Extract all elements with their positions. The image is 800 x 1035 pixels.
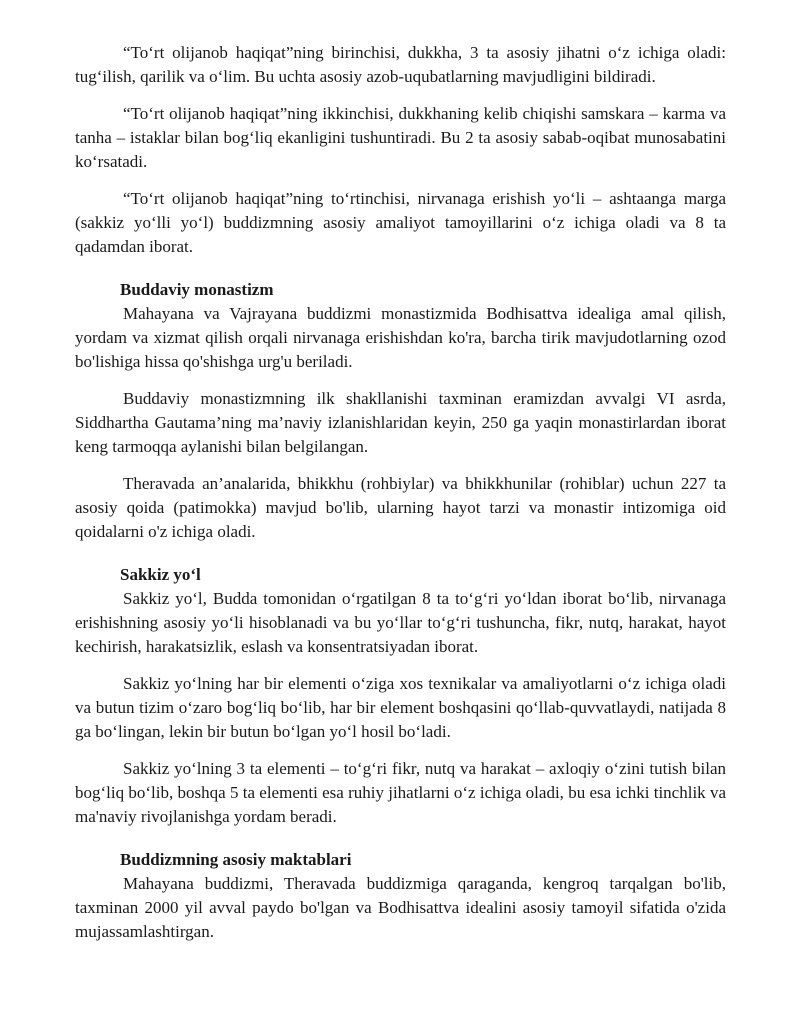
paragraph-monastic-1: Mahayana va Vajrayana buddizmi monastizmida Bodhisattva idealiga amal qilish, yordam va xizmat qilish orqali nirvanaga erishishdan ko'ra, barcha tirik mavjudotlarning ozod bo'lishiga hissa qo'shishga urg'u beriladi. — [75, 304, 726, 371]
paragraph-schools-1: Mahayana buddizmi, Theravada buddizmiga qaraganda, kengroq tarqalgan bo'lib, taxminan 2000 yil avval paydo bo'lgan va Bodhisattva idealini asosiy tamoyil sifatida o'zida mujassamlashtirgan. — [75, 874, 726, 941]
paragraph-eightfold-1: Sakkiz yo‘l, Budda tomonidan o‘rgatilgan 8 ta to‘g‘ri yo‘ldan iborat bo‘lib, nirvanaga erishishning asosiy yo‘li hisoblanadi va bu yo‘llar to‘g‘ri tushuncha, fikr, nutq, harakat, hayot kechirish, harakatsizlik, eslash va konsentratsiyadan iborat. — [75, 589, 726, 656]
paragraph-monastic-3: Theravada an’analarida, bhikkhu (rohbiylar) va bhikkhunilar (rohiblar) uchun 227 ta asosiy qoida (patimokka) mavjud bo'lib, ularning hayot tarzi va monastir intizomiga oid qoidalarni o'z ichiga oladi. — [75, 474, 726, 541]
paragraph-eightfold-3: Sakkiz yo‘lning 3 ta elementi – to‘g‘ri fikr, nutq va harakat – axloqiy o‘zini tutish bilan bog‘liq bo‘lib, boshqa 5 ta elementi esa ruhiy jihatlarni o‘z ichiga oladi, bu esa ichki tinchlik va ma'naviy rivojlanishga yordam beradi. — [75, 759, 726, 826]
heading-eightfold-path: Sakkiz yo‘l — [120, 565, 201, 584]
paragraph-second-truth: “To‘rt olijanob haqiqat”ning ikkinchisi, dukkhaning kelib chiqishi samskara – karma va tanha – istaklar bilan bog‘liq ekanligini tushuntiradi. Bu 2 ta asosiy sabab-oqibat munosabatini ko‘rsatadi. — [75, 104, 726, 171]
paragraph-monastic-2: Buddaviy monastizmning ilk shakllanishi taxminan eramizdan avvalgi VI asrda, Siddhartha Gautama’ning ma’naviy izlanishlaridan keyin, 250 ga yaqin monastirlardan iborat keng tarmoqqa aylanishi bilan belgilangan. — [75, 389, 726, 456]
paragraph-first-truth: “To‘rt olijanob haqiqat”ning birinchisi, dukkha, 3 ta asosiy jihatni o‘z ichiga oladi: tug‘ilish, qarilik va o‘lim. Bu uchta asosiy azob-uqubatlarning mavjudligini bildiradi. — [75, 43, 726, 86]
document-page — [75, 41, 726, 944]
heading-main-schools: Buddizmning asosiy maktablari — [120, 850, 352, 869]
paragraph-eightfold-2: Sakkiz yo‘lning har bir elementi o‘ziga xos texnikalar va amaliyotlarni o‘z ichiga oladi va butun tizim o‘zaro bog‘liq bo‘lib, har bir element boshqasini qo‘llab-quvvatlaydi, natijada 8 ga bo‘lingan, lekin bir butun bo‘lgan yo‘l hosil bo‘ladi. — [75, 674, 726, 741]
paragraph-fourth-truth: “To‘rt olijanob haqiqat”ning to‘rtinchisi, nirvanaga erishish yo‘li – ashtaanga marga (sakkiz yo‘lli yo‘l) buddizmning asosiy amaliyot tamoyillarini o‘z ichiga oladi va 8 ta qadamdan iborat. — [75, 189, 726, 256]
heading-monasticism: Buddaviy monastizm — [120, 280, 274, 299]
